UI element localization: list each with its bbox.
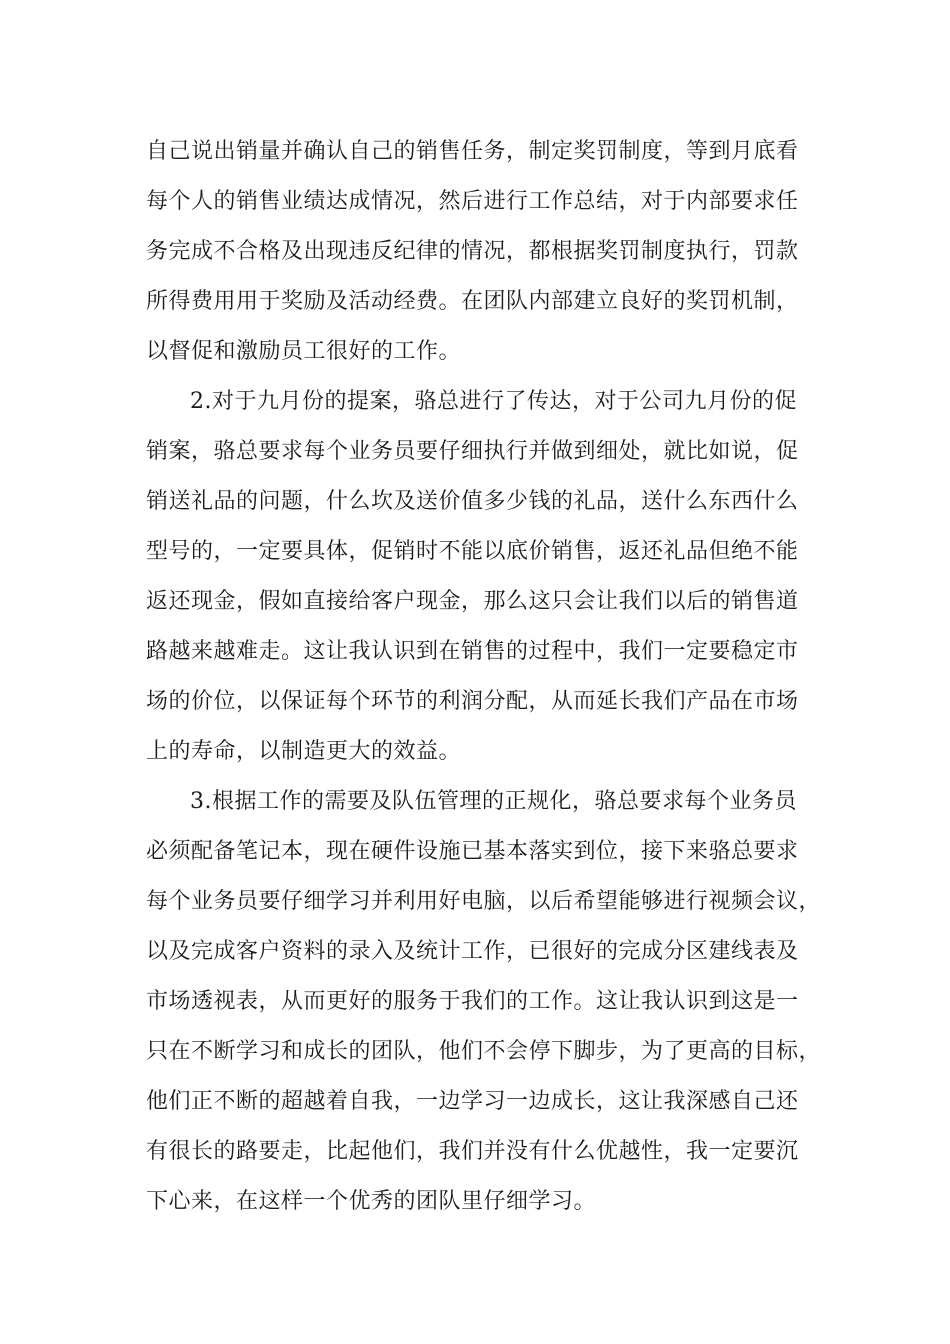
document-body [146, 127, 836, 1227]
text-line: 每个业务员要仔细学习并利用好电脑，以后希望能够进行视频会议， [146, 889, 822, 914]
text-line: 以及完成客户资料的录入及统计工作，已很好的完成分区建线表及 [146, 939, 799, 964]
text-line: 有很长的路要走，比起他们，我们并没有什么优越性，我一定要沉 [146, 1139, 799, 1164]
text-line: 所得费用用于奖励及活动经费。在团队内部建立良好的奖罚机制， [146, 289, 799, 314]
text-line: 只在不断学习和成长的团队，他们不会停下脚步，为了更高的目标， [146, 1039, 822, 1064]
text-line: 上的寿命，以制造更大的效益。 [146, 739, 462, 764]
text-line: 场的价位，以保证每个环节的利润分配，从而延长我们产品在市场 [146, 689, 799, 714]
text-line: 他们正不断的超越着自我，一边学习一边成长，这让我深感自己还 [146, 1089, 799, 1114]
text-line: 路越来越难走。这让我认识到在销售的过程中，我们一定要稳定市 [146, 639, 799, 664]
text-line: 型号的，一定要具体，促销时不能以底价销售，返还礼品但绝不能 [146, 539, 799, 564]
text-line: 市场透视表，从而更好的服务于我们的工作。这让我认识到这是一 [146, 989, 799, 1014]
paragraph-3-start: 3.根据工作的需要及队伍管理的正规化，骆总要求每个业务员 [190, 789, 797, 814]
text-line: 必须配备笔记本，现在硬件设施已基本落实到位，接下来骆总要求 [146, 839, 799, 864]
text-line: 销送礼品的问题，什么坎及送价值多少钱的礼品，送什么东西什么 [146, 489, 799, 514]
text-line: 返还现金，假如直接给客户现金，那么这只会让我们以后的销售道 [146, 589, 799, 614]
text-line: 销案，骆总要求每个业务员要仔细执行并做到细处，就比如说，促 [146, 439, 799, 464]
text-line: 以督促和激励员工很好的工作。 [146, 339, 462, 364]
text-line: 自己说出销量并确认自己的销售任务，制定奖罚制度，等到月底看 [146, 139, 799, 164]
text-line: 务完成不合格及出现违反纪律的情况，都根据奖罚制度执行，罚款 [146, 239, 799, 264]
text-line: 下心来，在这样一个优秀的团队里仔细学习。 [146, 1189, 597, 1214]
text-line: 每个人的销售业绩达成情况，然后进行工作总结，对于内部要求任 [146, 189, 799, 214]
paragraph-2-start: 2.对于九月份的提案，骆总进行了传达，对于公司九月份的促 [190, 389, 797, 414]
